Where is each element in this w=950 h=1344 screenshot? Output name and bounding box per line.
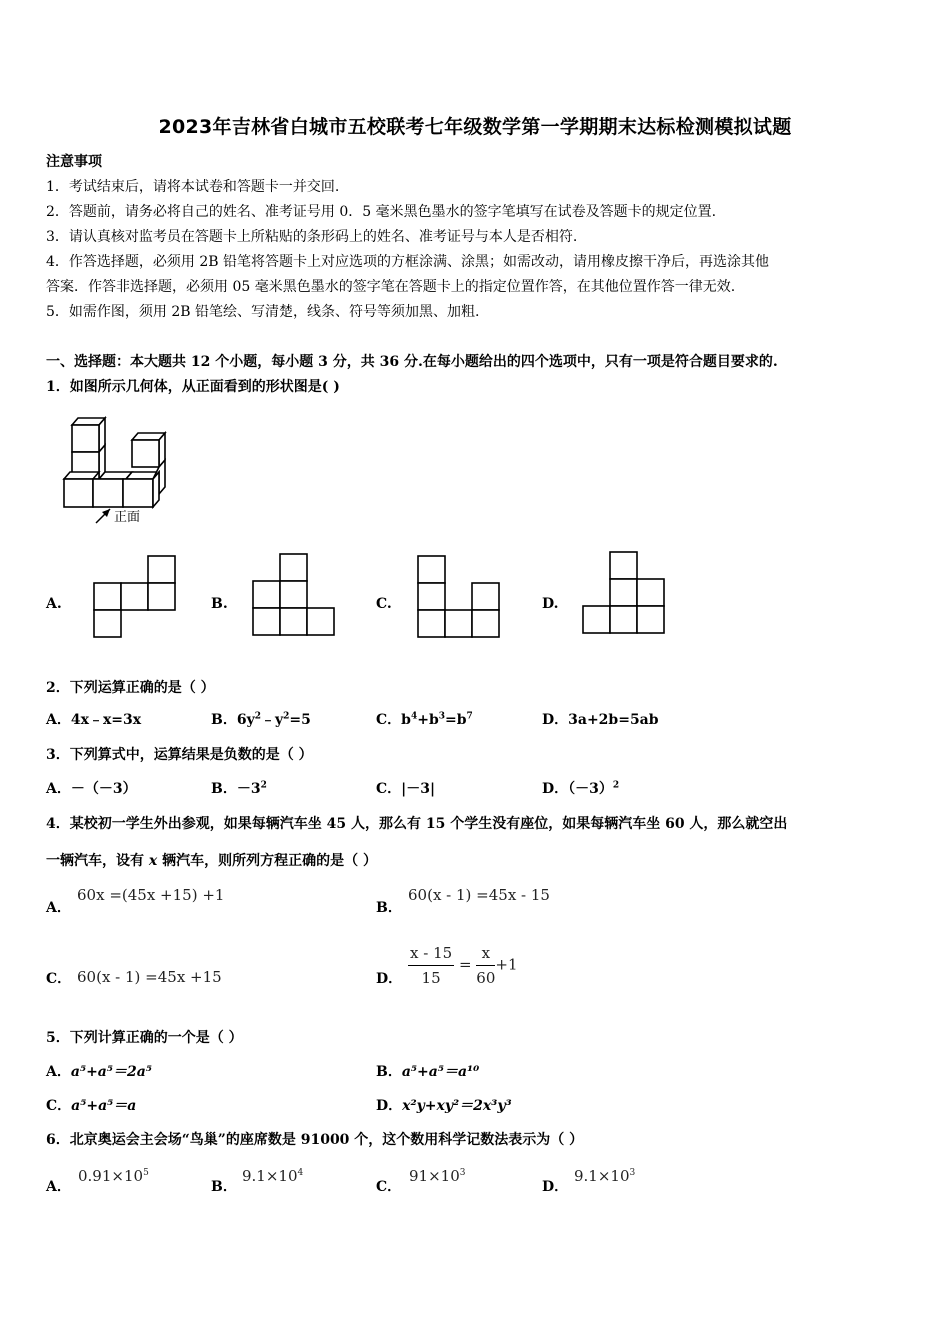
- q1-solid-figure: [58, 415, 178, 530]
- q2-option-c-tail: =b: [445, 712, 467, 728]
- q6-option-b-exp: 4: [297, 1168, 304, 1178]
- q5-option-d: [376, 1096, 512, 1116]
- q5-option-b-text: a⁵+a⁵＝a¹⁰: [401, 1064, 480, 1080]
- q6-option-d-text: [574, 1166, 635, 1186]
- q6-option-a-label: A．: [46, 1179, 71, 1195]
- q6-option-c-label: C．: [376, 1179, 402, 1195]
- q2-option-b: [211, 710, 311, 730]
- q1-option-c-figure: [417, 555, 505, 643]
- q2-option-c-label: C．: [376, 712, 402, 728]
- q4-stem2-a: 一辆汽车，设有: [46, 853, 149, 869]
- q2-option-c-sup2: 3: [438, 711, 446, 722]
- q4-stem2-b: 辆汽车，则所列方程正确的是（ ）: [157, 853, 377, 869]
- notice-item-3: 3．请认真核对监考员在答题卡上所粘贴的条形码上的姓名、准考证号与本人是否相符.: [46, 229, 578, 245]
- q2-option-b-tail: =5: [289, 712, 311, 728]
- q2-option-a-label: A．: [46, 712, 71, 728]
- q5-option-c: [46, 1096, 136, 1116]
- q3-option-a-text: －（－3）: [70, 781, 137, 797]
- q5-option-a-text: a⁵+a⁵＝2a⁵: [70, 1064, 152, 1080]
- q3-option-d-label: D．: [542, 781, 569, 797]
- q5-option-c-label: C．: [46, 1098, 72, 1114]
- q4-option-d-eq: =: [458, 955, 472, 974]
- q6-option-a-text: [78, 1166, 149, 1186]
- q4-option-d-num2: x: [476, 943, 495, 966]
- q2-option-b-rest: ﹣y: [261, 712, 284, 728]
- q3-option-d: [542, 779, 619, 799]
- q6-option-b-text: [242, 1166, 303, 1186]
- q6-option-d-base: 9.1×10: [574, 1167, 630, 1185]
- q3-option-a-label: A．: [46, 781, 71, 797]
- q1-option-c-label: C.: [376, 596, 392, 612]
- q2-option-d-label: D．: [542, 712, 569, 728]
- q1-stem: 1．如图所示几何体，从正面看到的形状图是( ): [46, 379, 340, 395]
- q4-option-d-tail: +1: [495, 955, 518, 974]
- q3-option-b: [211, 779, 267, 799]
- q2-option-b-text: 6y: [236, 712, 255, 728]
- q4-stem-line2: [46, 851, 377, 871]
- q2-option-b-sup: 2: [254, 711, 261, 722]
- q4-option-d-expr: [408, 943, 518, 988]
- q6-option-c-text: [409, 1166, 465, 1186]
- q2-option-b-sup2: 2: [283, 711, 290, 722]
- q4-option-d-num1: x - 15: [408, 943, 454, 966]
- front-label: 正面: [114, 510, 141, 525]
- q2-option-d: [542, 710, 659, 730]
- q3-option-b-label: B．: [211, 781, 237, 797]
- q2-option-c: [376, 710, 473, 730]
- q6-option-c-base: 91×10: [409, 1167, 460, 1185]
- q5-option-a-label: A．: [46, 1064, 71, 1080]
- q3-option-c-label: C．: [376, 781, 402, 797]
- q3-option-b-text: －3: [236, 781, 261, 797]
- q6-option-d-exp: 3: [629, 1168, 636, 1178]
- section-heading: 一、选择题：本大题共 12 个小题，每小题 3 分，共 36 分.在每小题给出的四个选项中，只有一项是符合题目要求的.: [46, 354, 778, 370]
- q3-option-c: [376, 779, 435, 799]
- q1-option-a-label: A.: [46, 596, 62, 612]
- notice-item-4-cont: 答案．作答非选择题，必须用 05 毫米黑色墨水的签字笔在答题卡上的指定位置作答，在其他位置作答一律无效.: [46, 279, 736, 295]
- q2-stem: 2．下列运算正确的是（ ）: [46, 680, 215, 696]
- q5-option-a: [46, 1062, 152, 1082]
- q2-option-d-text: 3a+2b=5ab: [568, 712, 659, 728]
- q4-option-a-text: 60x =(45x +15) +1: [77, 886, 225, 904]
- q5-option-d-text: x²y+xy²＝2x³y³: [402, 1098, 512, 1114]
- q1-option-d-label: D.: [542, 596, 559, 612]
- q6-stem: 6．北京奥运会主会场“鸟巢”的座席数是 91000 个，这个数用科学记数法表示为（ ）: [46, 1132, 584, 1148]
- q5-option-b: [376, 1062, 479, 1082]
- q4-option-c-text: 60(x - 1) =45x +15: [77, 968, 222, 986]
- q6-option-d-label: D．: [542, 1179, 569, 1195]
- q5-option-d-label: D．: [376, 1098, 403, 1114]
- q4-stem-line1: 4．某校初一学生外出参观，如果每辆汽车坐 45 人，那么有 15 个学生没有座位，如果每辆汽车坐 60 人，那么就空出: [46, 816, 788, 832]
- q5-stem: 5．下列计算正确的一个是（ ）: [46, 1030, 243, 1046]
- q6-option-b-label: B．: [211, 1179, 237, 1195]
- q4-stem2-var: x: [148, 853, 158, 869]
- q4-option-b-text: 60(x - 1) =45x - 15: [408, 886, 550, 904]
- q2-option-c-rest: +b: [417, 712, 439, 728]
- q1-option-d-figure: [582, 551, 670, 639]
- q6-option-a-exp: 5: [143, 1168, 149, 1178]
- q5-option-b-label: B．: [376, 1064, 402, 1080]
- notice-heading: 注意事项: [46, 154, 102, 170]
- q3-option-b-sup: 2: [260, 780, 267, 791]
- q4-option-d-frac1: [408, 943, 454, 988]
- q2-option-a: [46, 710, 141, 730]
- q3-option-d-text: （－3）: [568, 781, 613, 797]
- q2-option-c-text: b: [401, 712, 411, 728]
- notice-item-4: 4．作答选择题，必须用 2B 铅笔将答题卡上对应选项的方框涂满、涂黑；如需改动，请用橡皮擦干净后，再选涂其他: [46, 254, 769, 270]
- q4-option-d-frac2: [476, 943, 495, 988]
- notice-item-5: 5．如需作图，须用 2B 铅笔绘、写清楚，线条、符号等须加黑、加粗.: [46, 304, 480, 320]
- q6-option-b-base: 9.1×10: [242, 1167, 298, 1185]
- q2-option-b-label: B．: [211, 712, 237, 728]
- q3-option-a: [46, 779, 137, 799]
- q2-option-a-text: 4x﹣x=3x: [70, 712, 142, 728]
- q5-option-c-text: a⁵+a⁵＝a: [71, 1098, 137, 1114]
- q6-option-a-base: 0.91×10: [78, 1167, 144, 1185]
- q4-option-d-label: D．: [376, 971, 403, 987]
- q2-option-c-sup: 4: [410, 711, 418, 722]
- notice-item-1: 1．考试结束后，请将本试卷和答题卡一并交回.: [46, 179, 340, 195]
- q4-option-d-den1: 15: [421, 969, 441, 987]
- q6-option-c-exp: 3: [459, 1168, 466, 1178]
- q1-option-b-figure: [252, 553, 337, 638]
- q4-option-d-den2: 60: [476, 969, 496, 987]
- q4-option-c-label: C．: [46, 971, 72, 987]
- notice-item-2: 2．答题前，请务必将自己的姓名、准考证号用 0．5 毫米黑色墨水的签字笔填写在试卷及答题卡的规定位置.: [46, 204, 717, 220]
- q3-stem: 3．下列算式中，运算结果是负数的是（ ）: [46, 747, 313, 763]
- q1-option-a-figure: [94, 555, 179, 640]
- q2-option-c-sup3: 7: [466, 711, 473, 722]
- q1-option-b-label: B.: [211, 596, 228, 612]
- q3-option-c-text: |－3|: [401, 781, 436, 797]
- page-title: 2023年吉林省白城市五校联考七年级数学第一学期期末达标检测模拟试题: [158, 116, 792, 138]
- q4-option-b-label: B．: [376, 900, 402, 916]
- q3-option-d-sup: 2: [612, 780, 620, 791]
- q4-option-a-label: A．: [46, 900, 71, 916]
